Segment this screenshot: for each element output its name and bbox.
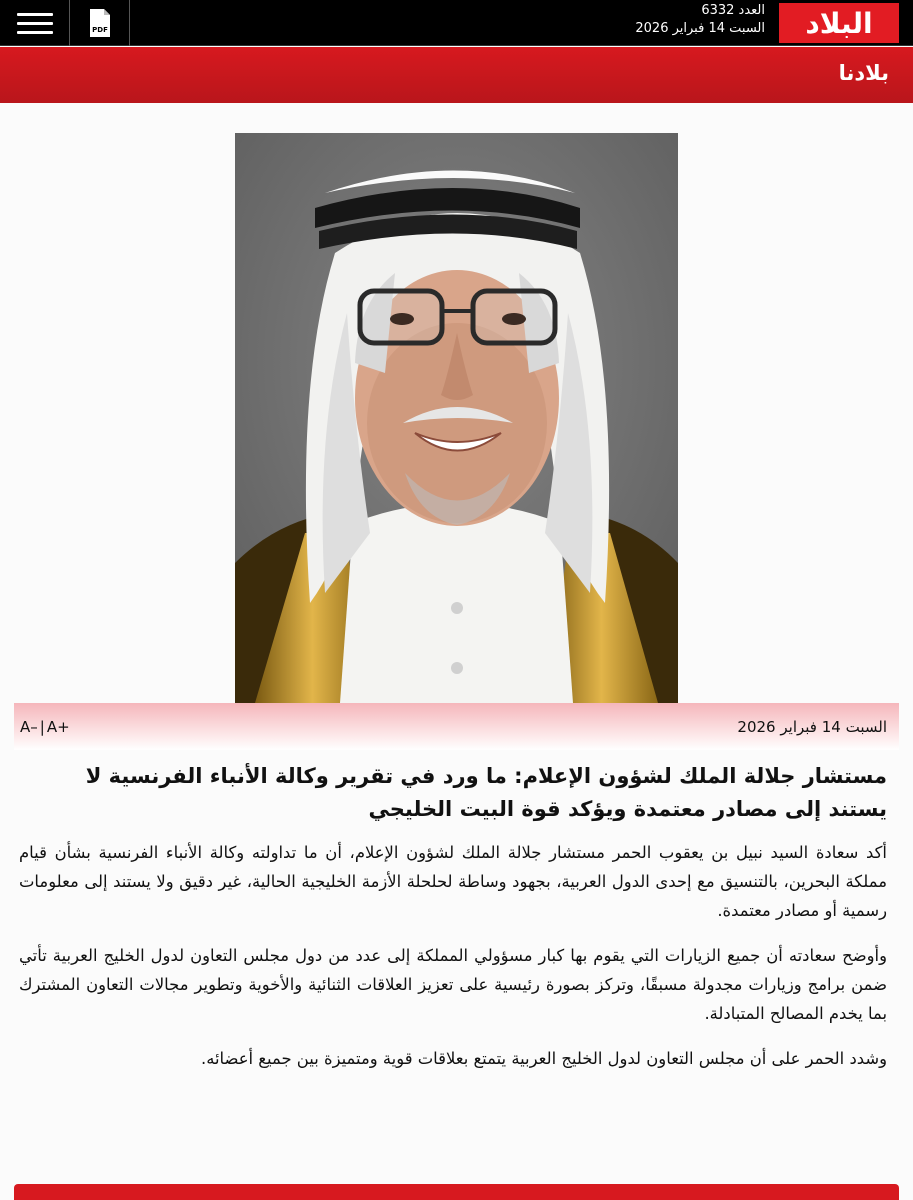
font-increase-button[interactable]: A+ [46, 718, 70, 736]
article-paragraph: وشدد الحمر على أن مجلس التعاون لدول الخليج العربية يتمتع بعلاقات قوية ومتميزة بين جميع أعضائه. [200, 1049, 887, 1068]
hamburger-icon [17, 22, 53, 25]
issue-date: السبت 14 فبراير 2026 [635, 21, 765, 36]
font-separator: | [39, 718, 45, 736]
next-section-bar [14, 1184, 899, 1200]
font-size-controls [20, 718, 70, 736]
hamburger-icon [17, 31, 53, 34]
article-body [19, 838, 887, 1089]
hamburger-icon [17, 13, 53, 16]
article-photo [235, 133, 678, 703]
site-logo[interactable] [779, 3, 899, 43]
article-paragraph: أكد سعادة السيد نبيل بن يعقوب الحمر مستشار جلالة الملك لشؤون الإعلام، أن ما تداولته وكالة الأنباء الفرنسية بشأن قيام مملكة البحرين، بالتنسيق مع إحدى الدول العربية، بجهود وساطة لحلحلة الأزمة الخليجية الحالية، غير دقيق ولا يستند إلى معلومات رسمية أو مصادر معتمدة. [19, 843, 887, 920]
section-bar [0, 47, 913, 103]
svg-text:PDF: PDF [91, 26, 108, 34]
issue-info [635, 2, 765, 38]
menu-button[interactable] [0, 0, 70, 46]
article-paragraph: وأوضح سعادته أن جميع الزيارات التي يقوم بها كبار مسؤولي المملكة إلى عدد من دول مجلس التعاون لدول الخليج العربية تأتي ضمن برامج وزيارات مجدولة مسبقًا، وتركز بصورة رئيسية على تعزيز العلاقات الثنائية والأخوية وتطوير مجالات التعاون المشترك بما يخدم المصالح المتبادلة. [19, 946, 887, 1023]
pdf-icon [87, 8, 113, 38]
logo-text: البلاد [805, 6, 873, 40]
issue-number: العدد 6332 [701, 3, 765, 18]
article-date: السبت 14 فبراير 2026 [737, 718, 887, 736]
portrait-image [235, 133, 678, 703]
font-decrease-button[interactable]: A– [20, 718, 38, 736]
article-headline: مستشار جلالة الملك لشؤون الإعلام: ما ورد في تقرير وكالة الأنباء الفرنسية لا يستند إلى مصادر معتمدة ويؤكد قوة البيت الخليجي [85, 764, 887, 821]
section-title[interactable]: بلادنا [838, 61, 889, 85]
top-header [0, 0, 913, 46]
pdf-button[interactable] [70, 0, 130, 46]
